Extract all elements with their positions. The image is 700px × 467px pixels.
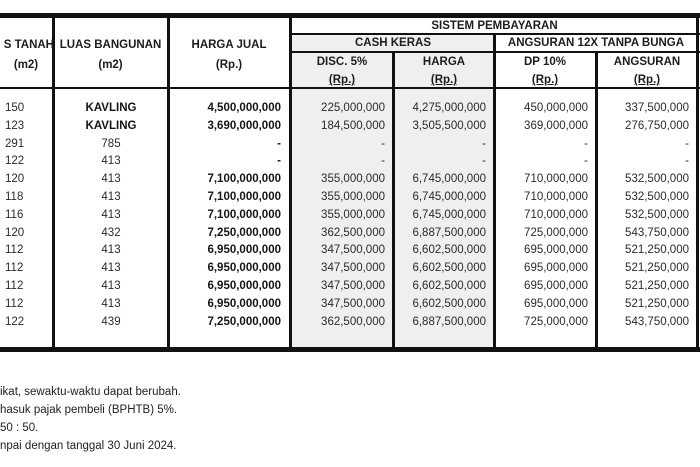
note-line: 50 : 50. [0, 422, 39, 434]
header-angsuran-line2: (Rp.) [633, 74, 661, 86]
header-harga-jual-line2: (Rp.) [215, 59, 243, 71]
cell-harga-jual: 7,100,000,000 [207, 208, 281, 221]
cell-angsuran: 532,500,000 [625, 173, 689, 186]
cell-harga: - [482, 155, 486, 168]
cell-harga-jual: 7,250,000,000 [207, 315, 281, 328]
header-disc-line2: (Rp.) [328, 74, 356, 86]
cell-harga-jual: 3,690,000,000 [207, 119, 281, 132]
cell-dp: 695,000,000 [524, 297, 588, 310]
cell-harga-jual: 6,950,000,000 [207, 244, 281, 257]
cell-harga: - [482, 137, 486, 150]
cell-disc: 362,500,000 [321, 226, 385, 239]
cell-luas-bangunan: KAVLING [85, 102, 137, 114]
cell-luas-bangunan: 413 [101, 191, 121, 203]
cell-harga: 6,602,500,000 [412, 244, 486, 257]
cell-luas-bangunan: 785 [101, 137, 121, 150]
cell-dp: 725,000,000 [524, 226, 588, 239]
cell-luas-tanah: 122 [5, 155, 25, 168]
header-angsuran-line1: ANGSURAN [613, 56, 681, 68]
cell-angsuran: 337,500,000 [625, 102, 689, 114]
header-harga-jual [169, 38, 289, 72]
cell-dp: - [584, 137, 588, 150]
cell-disc: - [381, 155, 385, 168]
cell-angsuran: 543,750,000 [625, 226, 689, 239]
cell-angsuran: - [685, 155, 689, 168]
header-dp [495, 55, 595, 87]
note-line: hasuk pajak pembeli (BPHTB) 5%. [0, 404, 178, 416]
cell-disc: 355,000,000 [321, 191, 385, 203]
header-harga-jual-line1: HARGA JUAL [191, 39, 267, 51]
cell-luas-bangunan: 439 [101, 315, 121, 328]
cell-luas-tanah: 123 [5, 119, 25, 132]
cell-dp: 695,000,000 [524, 244, 588, 257]
header-harga [394, 55, 494, 87]
cell-harga-jual: - [277, 137, 281, 150]
cell-luas-tanah: 120 [5, 173, 25, 186]
cell-luas-tanah: 118 [5, 191, 24, 203]
cell-luas-tanah: 122 [5, 315, 25, 328]
cell-harga: 6,602,500,000 [412, 297, 486, 310]
cell-disc: 347,500,000 [321, 262, 385, 275]
cell-dp: - [584, 155, 588, 168]
cell-luas-bangunan: 413 [101, 155, 121, 168]
header-luas-tanah-unit [0, 58, 52, 72]
cell-harga: 6,887,500,000 [412, 226, 486, 239]
cell-dp: 450,000,000 [524, 102, 588, 114]
cell-luas-tanah: 116 [5, 208, 24, 221]
header-disc-line1: DISC. 5% [316, 56, 368, 68]
cell-disc: 184,500,000 [321, 119, 385, 132]
cell-angsuran: 521,250,000 [625, 297, 689, 310]
header-luas-tanah [0, 38, 54, 52]
note-line: npai dengan tanggal 30 Juni 2024. [0, 440, 177, 452]
cell-luas-bangunan: KAVLING [85, 119, 137, 132]
cell-angsuran: - [685, 137, 689, 150]
cell-luas-tanah: 112 [5, 297, 24, 310]
cell-disc: 225,000,000 [321, 102, 385, 114]
cell-luas-bangunan: 413 [101, 280, 121, 292]
notes-section [0, 383, 181, 455]
cell-luas-tanah: 112 [5, 244, 24, 257]
cell-disc: 347,500,000 [321, 244, 385, 257]
cell-harga-jual: 6,950,000,000 [207, 262, 281, 275]
header-angsuran-group: ANGSURAN 12X TANPA BUNGA [507, 37, 685, 49]
cell-harga-jual: 7,100,000,000 [207, 173, 281, 186]
cell-angsuran: 532,500,000 [625, 191, 689, 203]
cell-dp: 710,000,000 [524, 191, 588, 203]
header-luas-bangunan-line1: LUAS BANGUNAN [59, 39, 162, 51]
cell-luas-bangunan: 413 [101, 208, 121, 221]
cell-angsuran: 521,250,000 [625, 280, 689, 292]
cell-angsuran: 521,250,000 [625, 262, 689, 275]
header-sistem-pembayaran: SISTEM PEMBAYARAN [431, 20, 558, 32]
cell-angsuran: 276,750,000 [625, 119, 689, 132]
cell-harga: 6,602,500,000 [412, 262, 486, 275]
cell-angsuran: 521,250,000 [625, 244, 689, 257]
cell-dp: 725,000,000 [524, 315, 588, 328]
cell-luas-bangunan: 413 [101, 262, 121, 275]
cell-harga-jual: 7,100,000,000 [207, 191, 281, 203]
cell-luas-tanah: 120 [5, 226, 25, 239]
cell-luas-bangunan: 413 [101, 173, 121, 186]
cell-dp: 695,000,000 [524, 280, 588, 292]
cell-luas-tanah: 291 [5, 137, 25, 150]
table-top-border [0, 13, 700, 18]
cell-luas-tanah: 112 [5, 262, 24, 275]
header-dp-line2: (Rp.) [531, 74, 559, 86]
cell-harga: 6,745,000,000 [412, 208, 486, 221]
header-luas-tanah-line2: (m2) [13, 59, 39, 71]
cell-disc: 347,500,000 [321, 280, 385, 292]
cell-harga-jual: 4,500,000,000 [207, 102, 281, 114]
cell-disc: 355,000,000 [321, 173, 385, 186]
cell-disc: 347,500,000 [321, 297, 385, 310]
cell-dp: 695,000,000 [524, 262, 588, 275]
header-disc [292, 55, 392, 87]
header-luas-bangunan-line2: (m2) [98, 59, 123, 71]
cell-harga: 4,275,000,000 [412, 102, 486, 114]
header-harga-line2: (Rp.) [430, 74, 458, 86]
cell-harga: 6,745,000,000 [412, 173, 486, 186]
header-luas-tanah-line1: S TANAH [3, 39, 54, 51]
cell-dp: 710,000,000 [524, 208, 588, 221]
cell-angsuran: 532,500,000 [625, 208, 689, 221]
cell-harga: 3,505,500,000 [412, 119, 486, 132]
cell-disc: - [381, 137, 385, 150]
header-cash-keras: CASH KERAS [354, 37, 432, 49]
cell-luas-bangunan: 432 [101, 226, 121, 239]
cell-dp: 369,000,000 [524, 119, 588, 132]
note-line: ikat, sewaktu-waktu dapat berubah. [0, 386, 181, 398]
cell-harga-jual: 7,250,000,000 [207, 226, 281, 239]
cell-harga: 6,745,000,000 [412, 191, 486, 203]
cell-luas-tanah: 150 [5, 102, 25, 114]
cell-disc: 355,000,000 [321, 208, 385, 221]
header-dp-line1: DP 10% [524, 56, 566, 68]
cell-luas-bangunan: 413 [101, 297, 121, 310]
cell-angsuran: 543,750,000 [625, 315, 689, 328]
cell-luas-tanah: 112 [5, 280, 24, 292]
cell-harga: 6,887,500,000 [412, 315, 486, 328]
cell-harga: 6,602,500,000 [412, 280, 486, 292]
header-luas-bangunan [54, 38, 167, 72]
cell-disc: 362,500,000 [321, 315, 385, 328]
cell-harga-jual: - [277, 155, 281, 168]
cell-harga-jual: 6,950,000,000 [207, 280, 281, 292]
cell-dp: 710,000,000 [524, 173, 588, 186]
cell-harga-jual: 6,950,000,000 [207, 297, 281, 310]
header-angsuran [597, 55, 697, 87]
cell-luas-bangunan: 413 [101, 244, 121, 257]
header-harga-line1: HARGA [422, 56, 466, 68]
